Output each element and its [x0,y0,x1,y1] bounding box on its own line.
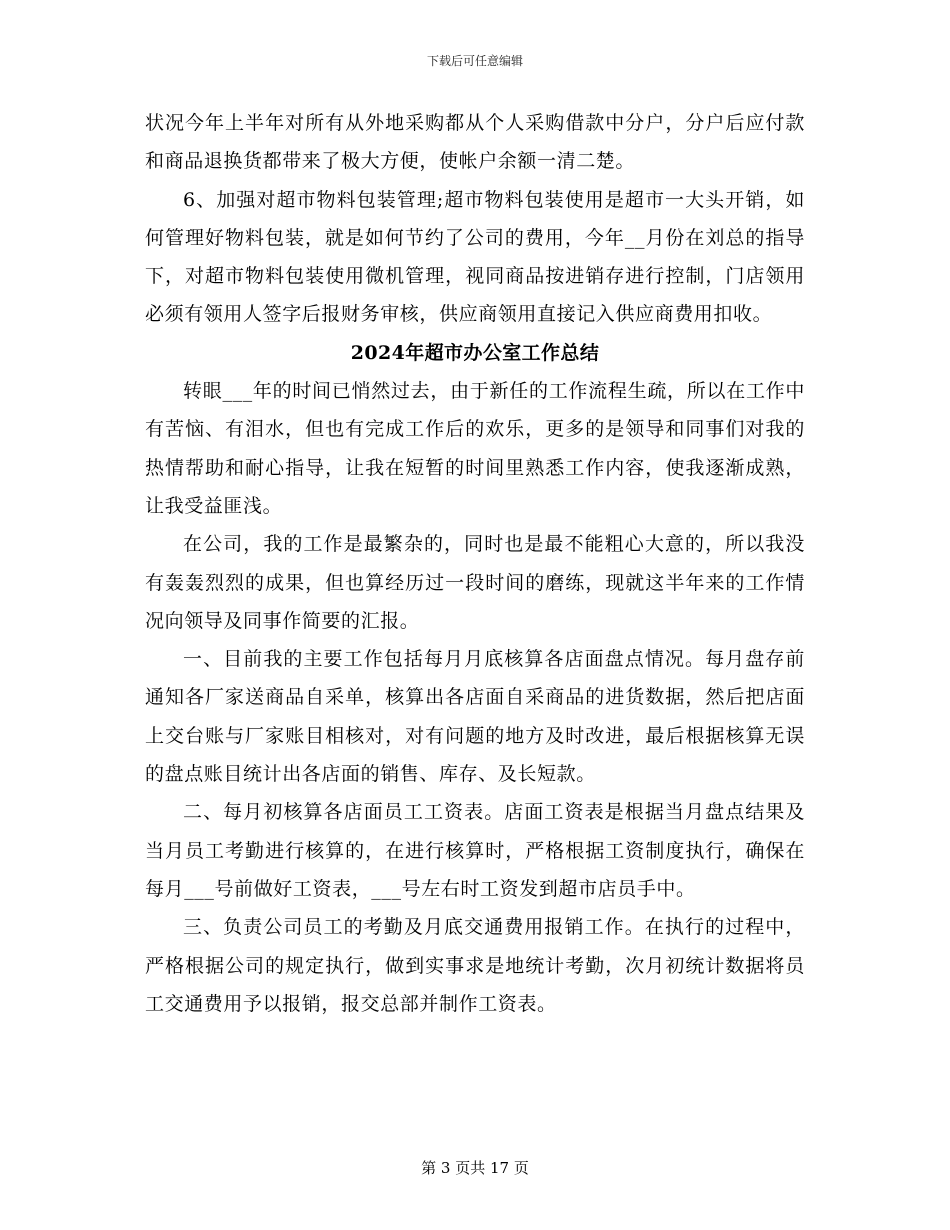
paragraph-overview: 在公司，我的工作是最繁杂的，同时也是最不能粗心大意的，所以我没有轰轰烈烈的成果，但也算经历过一段时间的磨练，现就这半年来的工作情况向领导及同事作简要的汇报。 [145,533,805,632]
document-body [145,104,805,1023]
header-note: 下载后可任意编辑 [426,54,523,68]
paragraph-continued: 状况今年上半年对所有从外地采购都从个人采购借款中分户，分户后应付款和商品退换货都带来了极大方便，使帐户余额一清二楚。 [145,112,805,173]
paragraph-item-one: 一、目前我的主要工作包括每月月底核算各店面盘点情况。每月盘存前通知各厂家送商品自采单，核算出各店面自采商品的进货数据，然后把店面上交台账与厂家账目相核对，对有问题的地方及时改进，最后根据核算无误的盘点账目统计出各店面的销售、库存、及长短款。 [145,648,805,786]
paragraph-item-two: 二、每月初核算各店面员工工资表。店面工资表是根据当月盘点结果及当月员工考勤进行核算的，在进行核算时，严格根据工资制度执行，确保在每月___号前做好工资表，___号左右时工资发到超市店员手中。 [145,801,805,900]
page-number: 第 3 页共 17 页 [421,1159,529,1177]
paragraph-intro: 转眼___年的时间已悄然过去，由于新任的工作流程生疏，所以在工作中有苦恼、有泪水，但也有完成工作后的欢乐，更多的是领导和同事们对我的热情帮助和耐心指导，让我在短暂的时间里熟悉工作内容，使我逐渐成熟，让我受益匪浅。 [145,380,805,517]
section-title: 2024年超市办公室工作总结 [350,341,600,364]
paragraph-item-three: 三、负责公司员工的考勤及月底交通费用报销工作。在执行的过程中，严格根据公司的规定执行，做到实事求是地统计考勤，次月初统计数据将员工交通费用予以报销，报交总部并制作工资表。 [145,916,805,1015]
paragraph-item-6: 6、加强对超市物料包装管理;超市物料包装使用是超市一大头开销，如何管理好物料包装，就是如何节约了公司的费用，今年__月份在刘总的指导下，对超市物料包装使用微机管理，视同商品按进销存进行控制，门店领用必须有领用人签字后报财务审核，供应商领用直接记入供应商费用扣收。 [145,188,805,326]
